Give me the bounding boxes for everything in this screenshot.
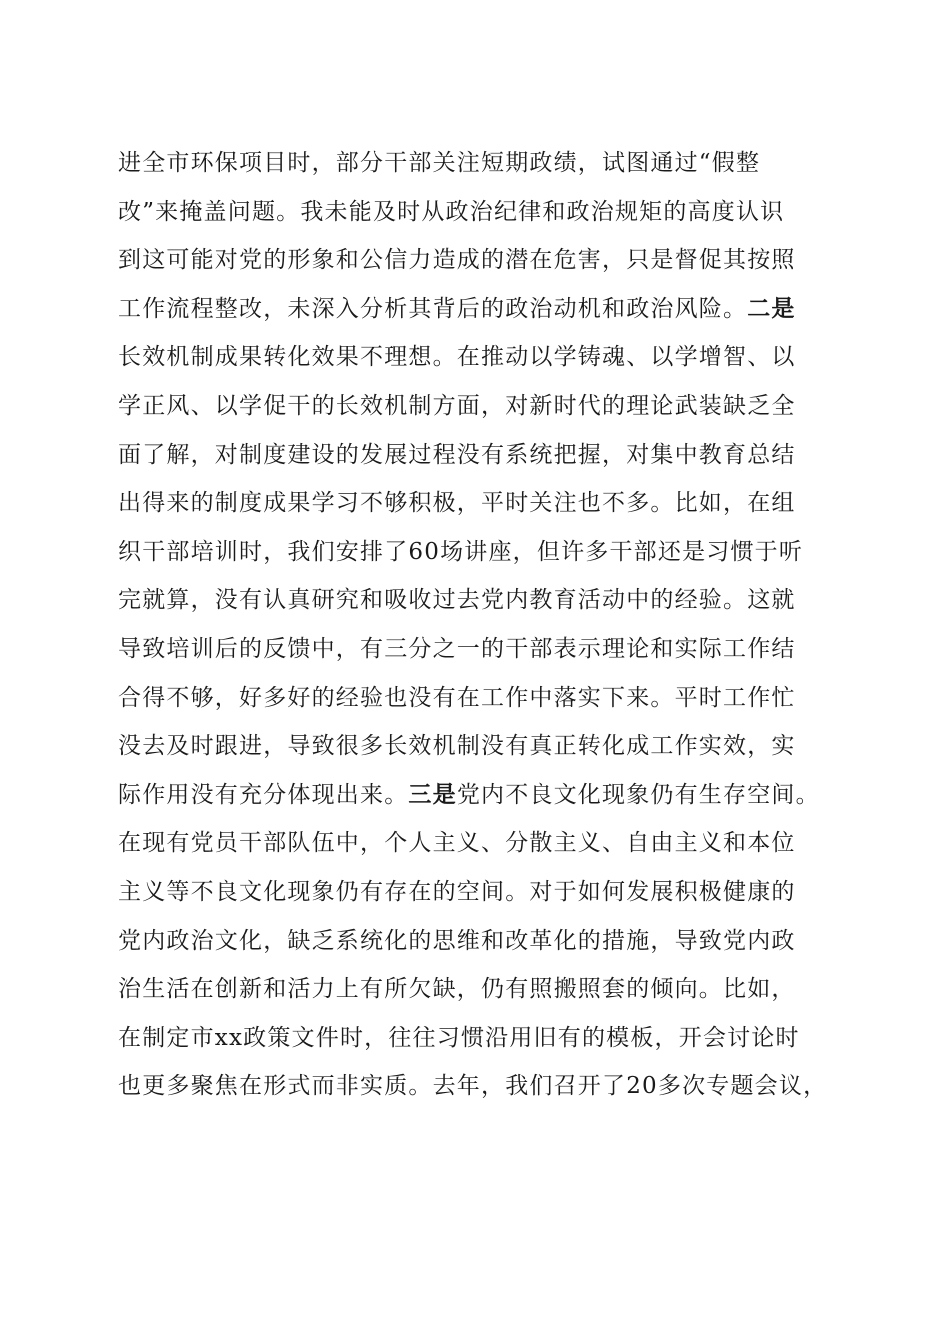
text-segment: 党内不良文化现象仍有生存空间。 — [456, 781, 820, 808]
text-segment: 导致培训后的反馈中，有三分之一的干部表示理论和实际工作结 — [118, 635, 796, 662]
text-segment: 长效机制成果转化效果不理想。在推动以学铸魂、以学增智、以 — [118, 344, 796, 371]
text-segment: 在现有党员干部队伍中，个人主义、分散主义、自由主义和本位 — [118, 830, 796, 857]
text-line — [118, 431, 838, 480]
text-segment: 在制定市xx政策文件时，往往习惯沿用旧有的模板，开会讨论时 — [118, 1024, 800, 1051]
text-line — [118, 965, 838, 1014]
text-segment: 到这可能对党的形象和公信力造成的潜在危害，只是督促其按照 — [118, 247, 796, 274]
text-segment: 主义等不良文化现象仍有存在的空间。对于如何发展积极健康的 — [118, 878, 796, 905]
text-line — [118, 868, 838, 917]
text-segment: 学正风、以学促干的长效机制方面，对新时代的理论武装缺乏全 — [118, 392, 796, 419]
text-line — [118, 139, 838, 188]
text-line — [118, 576, 838, 625]
text-segment: 完就算，没有认真研究和吸收过去党内教育活动中的经验。这就 — [118, 587, 796, 614]
text-segment: 治生活在创新和活力上有所欠缺，仍有照搬照套的倾向。比如， — [118, 976, 796, 1003]
bold-text-segment: 二是 — [747, 294, 796, 322]
text-line — [118, 479, 838, 528]
text-line — [118, 382, 838, 431]
text-line — [118, 188, 838, 237]
text-line — [118, 625, 838, 674]
text-segment: 进全市环保项目时，部分干部关注短期政绩，试图通过“假整 — [118, 150, 761, 176]
text-line — [118, 1014, 838, 1063]
text-line — [118, 771, 838, 820]
text-line — [118, 819, 838, 868]
text-segment: 也更多聚焦在形式而非实质。去年，我们召开了20多次专题会议， — [118, 1073, 828, 1100]
text-line — [118, 722, 838, 771]
text-segment: 织干部培训时，我们安排了60场讲座，但许多干部还是习惯于听 — [118, 538, 804, 565]
text-segment: 没去及时跟进，导致很多长效机制没有真正转化成工作实效，实 — [118, 733, 796, 760]
text-line — [118, 528, 838, 577]
text-line — [118, 236, 838, 285]
body-text — [118, 139, 838, 1111]
text-segment: 党内政治文化，缺乏系统化的思维和改革化的措施，导致党内政 — [118, 927, 796, 954]
text-segment: 际作用没有充分体现出来。 — [118, 781, 409, 808]
text-segment: 出得来的制度成果学习不够积极，平时关注也不多。比如，在组 — [118, 490, 796, 517]
text-segment: 合得不够，好多好的经验也没有在工作中落实下来。平时工作忙 — [118, 684, 796, 711]
text-line — [118, 285, 838, 334]
text-line — [118, 674, 838, 723]
text-line — [118, 1062, 838, 1111]
text-segment: 工作流程整改，未深入分析其背后的政治动机和政治风险。 — [118, 295, 748, 322]
bold-text-segment: 三是 — [408, 780, 457, 808]
text-segment: 改”来掩盖问题。我未能及时从政治纪律和政治规矩的高度认识 — [118, 198, 785, 225]
text-segment: 面了解，对制度建设的发展过程没有系统把握，对集中教育总结 — [118, 441, 796, 468]
text-line — [118, 333, 838, 382]
text-line — [118, 917, 838, 966]
